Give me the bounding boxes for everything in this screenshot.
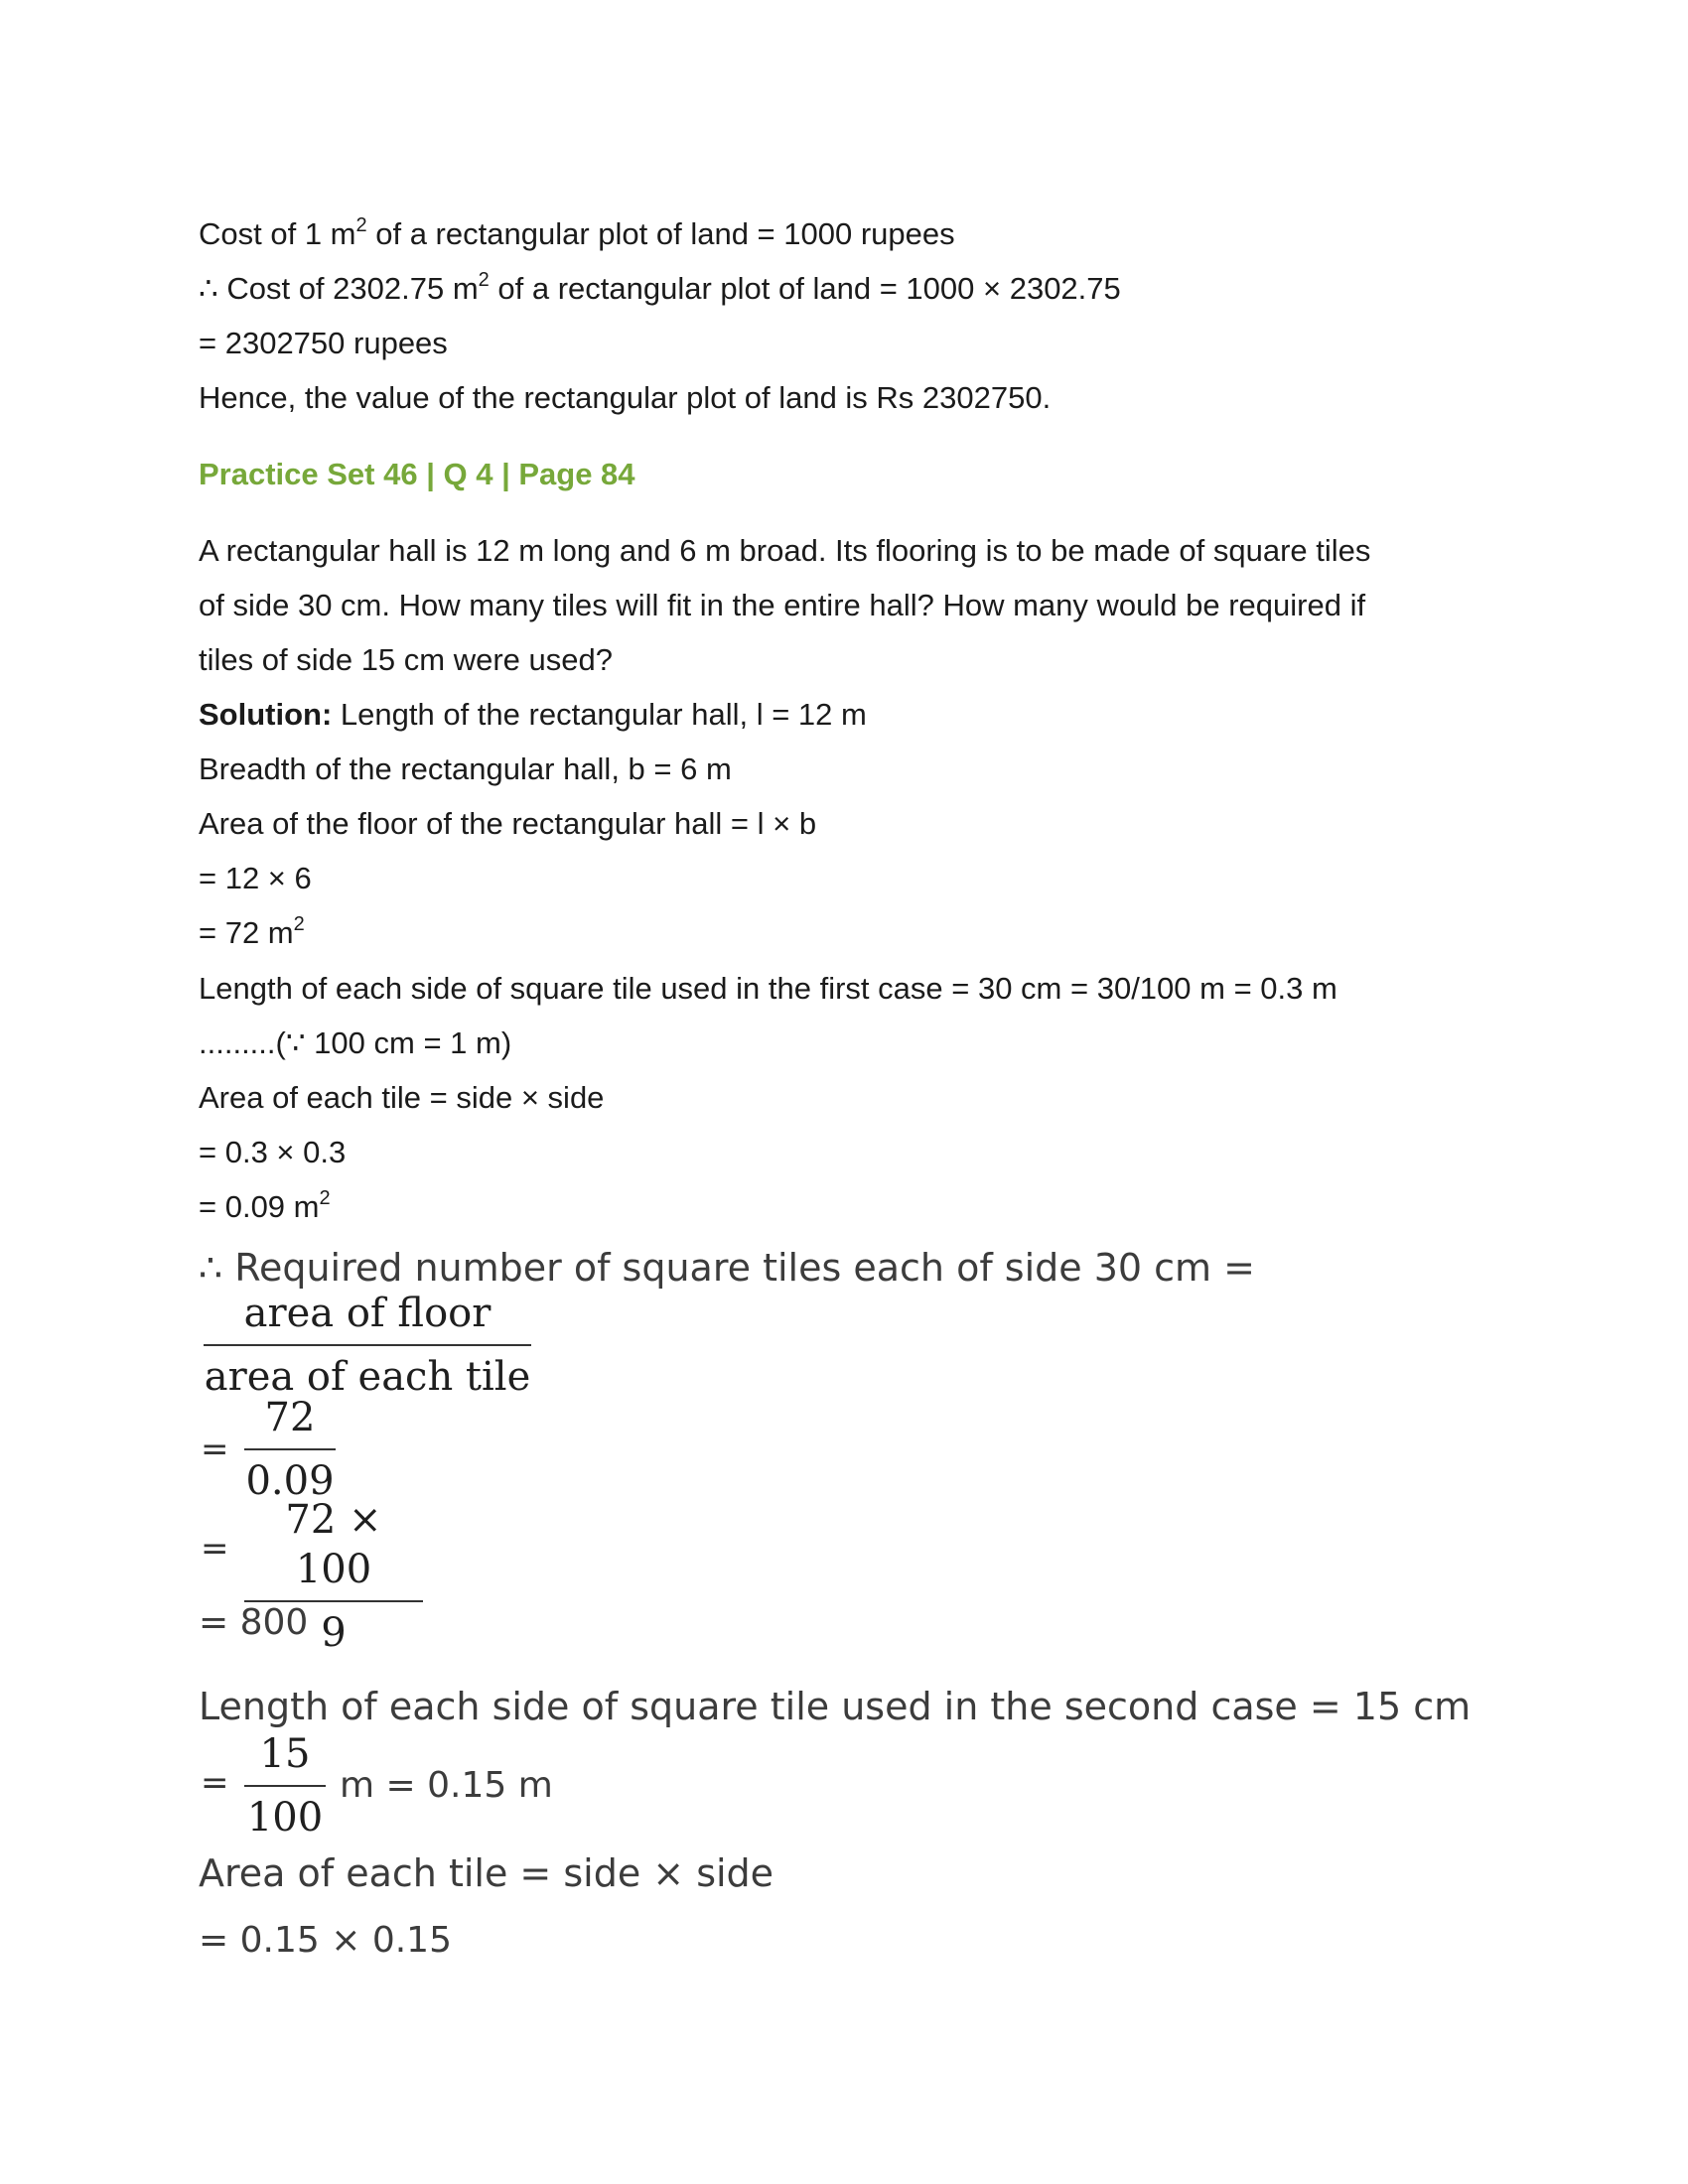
text: Cost of 1 m — [199, 216, 356, 251]
fraction-bar — [244, 1785, 326, 1787]
fraction-bar — [204, 1344, 531, 1346]
text: = 0.09 m — [199, 1189, 320, 1224]
superscript: 2 — [293, 912, 305, 935]
superscript: 2 — [355, 213, 367, 236]
superscript: 2 — [319, 1186, 331, 1209]
denominator: 0.09 — [245, 1458, 335, 1504]
question-line-3: tiles of side 15 cm were used? — [199, 642, 613, 677]
second-case-line: Length of each side of square tile used in the second case = 15 cm — [199, 1685, 1472, 1728]
numerator: area of floor — [243, 1291, 492, 1336]
numerator: 15 — [259, 1731, 311, 1777]
solution-line-3: Area of the floor of the rectangular hall = l × b — [199, 806, 817, 841]
equals-sign: = — [201, 1763, 229, 1803]
denominator: area of each tile — [204, 1354, 531, 1400]
text: Length of the rectangular hall, l = 12 m — [332, 697, 867, 732]
equals-sign: = — [201, 1529, 229, 1569]
question-line-1: A rectangular hall is 12 m long and 6 m broad. Its flooring is to be made of square tiles — [199, 533, 1371, 568]
fraction-bar — [244, 1448, 336, 1450]
solution-line-4: = 12 × 6 — [199, 861, 312, 895]
fraction-area-over-tile — [204, 1289, 531, 1402]
equals-sign: = — [201, 1430, 229, 1469]
text: = 72 m — [199, 915, 294, 950]
area-each-tile-line: Area of each tile = side × side — [199, 1851, 774, 1895]
solution-line-10 — [199, 1187, 331, 1227]
fraction-15-over-100 — [244, 1729, 326, 1843]
cost-line-1 — [199, 214, 955, 254]
text: of a rectangular plot of land = 1000 rupees — [366, 216, 955, 251]
question-line-2: of side 30 cm. How many tiles will fit in the entire hall? How many would be required if — [199, 588, 1366, 622]
solution-line-5 — [199, 913, 305, 953]
numerator: 72 × 100 — [285, 1497, 382, 1592]
cost-result: = 2302750 rupees — [199, 326, 448, 360]
result-800: = 800 — [199, 1602, 309, 1643]
numerator: 72 — [264, 1395, 316, 1440]
cost-line-2 — [199, 269, 1121, 309]
solution-line-2: Breadth of the rectangular hall, b = 6 m — [199, 751, 732, 786]
product-line: = 0.15 × 0.15 — [199, 1920, 452, 1961]
solution-line-7: .........(∵ 100 cm = 1 m) — [199, 1025, 512, 1060]
solution-line-1 — [199, 695, 867, 735]
solution-line-9: = 0.3 × 0.3 — [199, 1135, 347, 1169]
solution-line-8: Area of each tile = side × side — [199, 1080, 605, 1115]
denominator: 9 — [321, 1610, 347, 1656]
denominator: 100 — [246, 1795, 324, 1841]
conversion-result: m = 0.15 m — [340, 1765, 553, 1806]
solution-line-6: Length of each side of square tile used in the first case = 30 cm = 30/100 m = 0.3 m — [199, 971, 1337, 1006]
required-tiles-line: ∴ Required number of square tiles each of side 30 cm = — [199, 1246, 1255, 1290]
solution-label: Solution: — [199, 697, 333, 732]
fraction-72-over-0.09 — [244, 1393, 336, 1506]
text: ∴ Cost of 2302.75 m — [199, 271, 479, 306]
text: of a rectangular plot of land = 1000 × 2302.75 — [489, 271, 1121, 306]
question-heading: Practice Set 46 | Q 4 | Page 84 — [199, 457, 635, 491]
superscript: 2 — [478, 268, 490, 291]
cost-conclusion: Hence, the value of the rectangular plot of land is Rs 2302750. — [199, 380, 1052, 415]
